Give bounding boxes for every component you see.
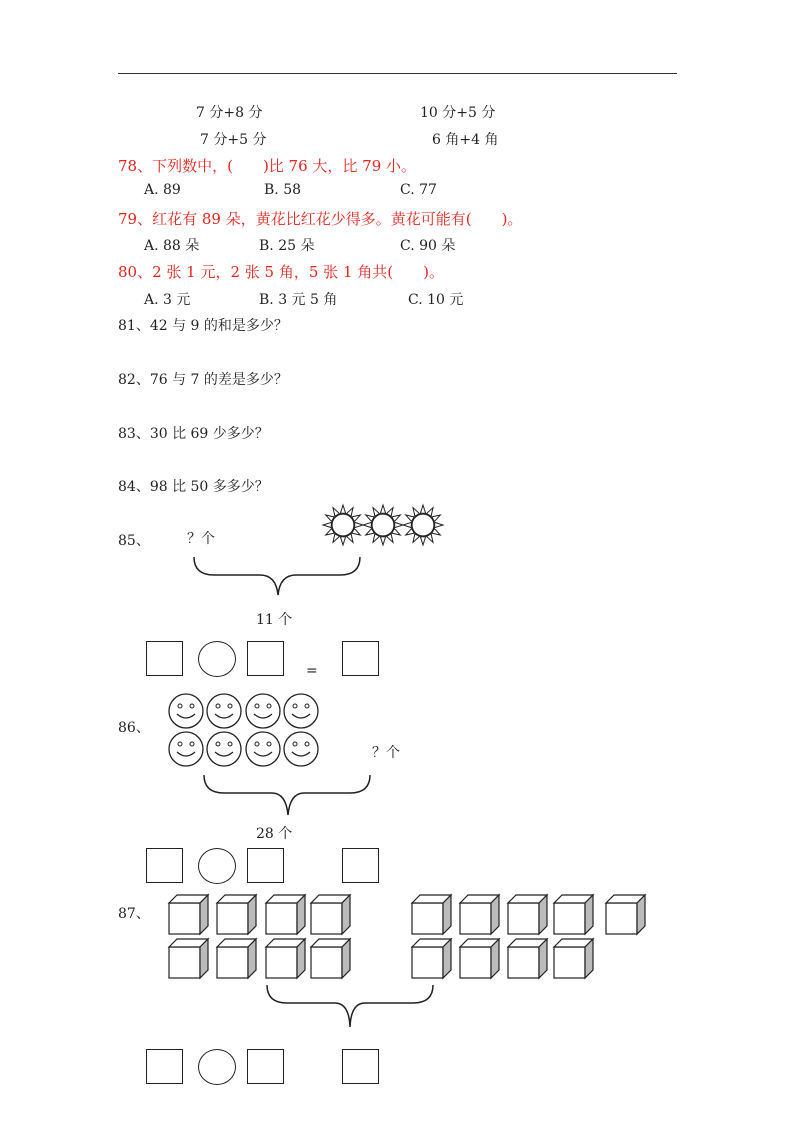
sun-icon [363, 505, 403, 545]
q80-option-a: A. 3 元 [144, 292, 191, 308]
cube-icon [169, 939, 208, 978]
smiley-face-icon [169, 694, 203, 728]
question-78: 78、下列数中，( )比 76 大，比 79 小。 [118, 157, 417, 175]
q78-option-b: B. 58 [264, 182, 302, 198]
answer-box[interactable] [247, 1049, 284, 1084]
cube-icon [460, 895, 499, 934]
question-85-number: 85、 [118, 533, 150, 549]
q86-unknown-label: ？个 [372, 745, 400, 761]
result-box[interactable] [342, 641, 379, 676]
question-81: 81、42 与 9 的和是多少？ [118, 318, 288, 334]
header-rule [118, 73, 677, 74]
question-86-number: 86、 [118, 720, 150, 736]
question-80: 80、2 张 1 元，2 张 5 角，5 张 1 角共( )。 [118, 263, 444, 281]
question-83: 83、30 比 69 少多少？ [118, 426, 269, 442]
answer-box[interactable] [146, 641, 183, 676]
cube-icon [311, 895, 350, 934]
cube-icon [266, 939, 305, 978]
cube-icon [508, 895, 547, 934]
q85-unknown-label: ？个 [187, 531, 215, 547]
cube-icons-group [165, 890, 665, 990]
question-84: 84、98 比 50 多多少？ [118, 479, 269, 495]
cube-icon [311, 939, 350, 978]
operator-circle[interactable] [198, 848, 236, 884]
cube-icon [606, 895, 645, 934]
cube-icon [554, 895, 593, 934]
answer-box[interactable] [146, 848, 183, 883]
answer-box[interactable] [146, 1049, 183, 1084]
operator-circle[interactable] [198, 1049, 236, 1085]
expr-6jiao-plus-4jiao: 6 角+4 角 [432, 132, 499, 148]
q85-total-label: 11 个 [256, 612, 293, 628]
sun-icon [323, 505, 363, 545]
expr-7fen-plus-8fen: 7 分+8 分 [196, 105, 263, 121]
cube-icon [217, 939, 256, 978]
cube-icon [169, 895, 208, 934]
result-box[interactable] [342, 1049, 379, 1084]
expr-7fen-plus-5fen: 7 分+5 分 [200, 132, 267, 148]
smiley-face-icon [246, 732, 280, 766]
q80-option-c: C. 10 元 [408, 292, 464, 308]
smiley-face-icon [169, 732, 203, 766]
expr-10fen-plus-5fen: 10 分+5 分 [420, 105, 496, 121]
cube-icon [554, 939, 593, 978]
smiley-face-icon [284, 732, 318, 766]
equals-sign: = [306, 663, 318, 679]
q85-brace [190, 555, 370, 600]
sun-icon [403, 505, 443, 545]
cube-icon [412, 895, 451, 934]
q86-brace [200, 773, 380, 818]
smiley-face-icon [246, 694, 280, 728]
cube-icon [217, 895, 256, 934]
q79-option-b: B. 25 朵 [259, 238, 315, 254]
answer-box[interactable] [247, 848, 284, 883]
q79-option-a: A. 88 朵 [144, 238, 200, 254]
q78-option-a: A. 89 [144, 182, 181, 198]
q79-option-c: C. 90 朵 [400, 238, 456, 254]
smiley-face-icons-group [168, 692, 328, 772]
smiley-face-icon [284, 694, 318, 728]
cube-icon [412, 939, 451, 978]
q87-brace [263, 983, 443, 1028]
cube-icon [460, 939, 499, 978]
result-box[interactable] [342, 848, 379, 883]
q86-total-label: 28 个 [256, 826, 293, 842]
question-82: 82、76 与 7 的差是多少？ [118, 372, 288, 388]
sun-icons-group [318, 503, 458, 553]
cube-icon [266, 895, 305, 934]
q80-option-b: B. 3 元 5 角 [259, 292, 338, 308]
q78-option-c: C. 77 [400, 182, 437, 198]
smiley-face-icon [207, 694, 241, 728]
cube-icon [508, 939, 547, 978]
operator-circle[interactable] [198, 641, 236, 677]
question-79: 79、红花有 89 朵，黄花比红花少得多。黄花可能有( )。 [118, 210, 523, 228]
smiley-face-icon [207, 732, 241, 766]
question-87-number: 87、 [118, 906, 150, 922]
answer-box[interactable] [247, 641, 284, 676]
